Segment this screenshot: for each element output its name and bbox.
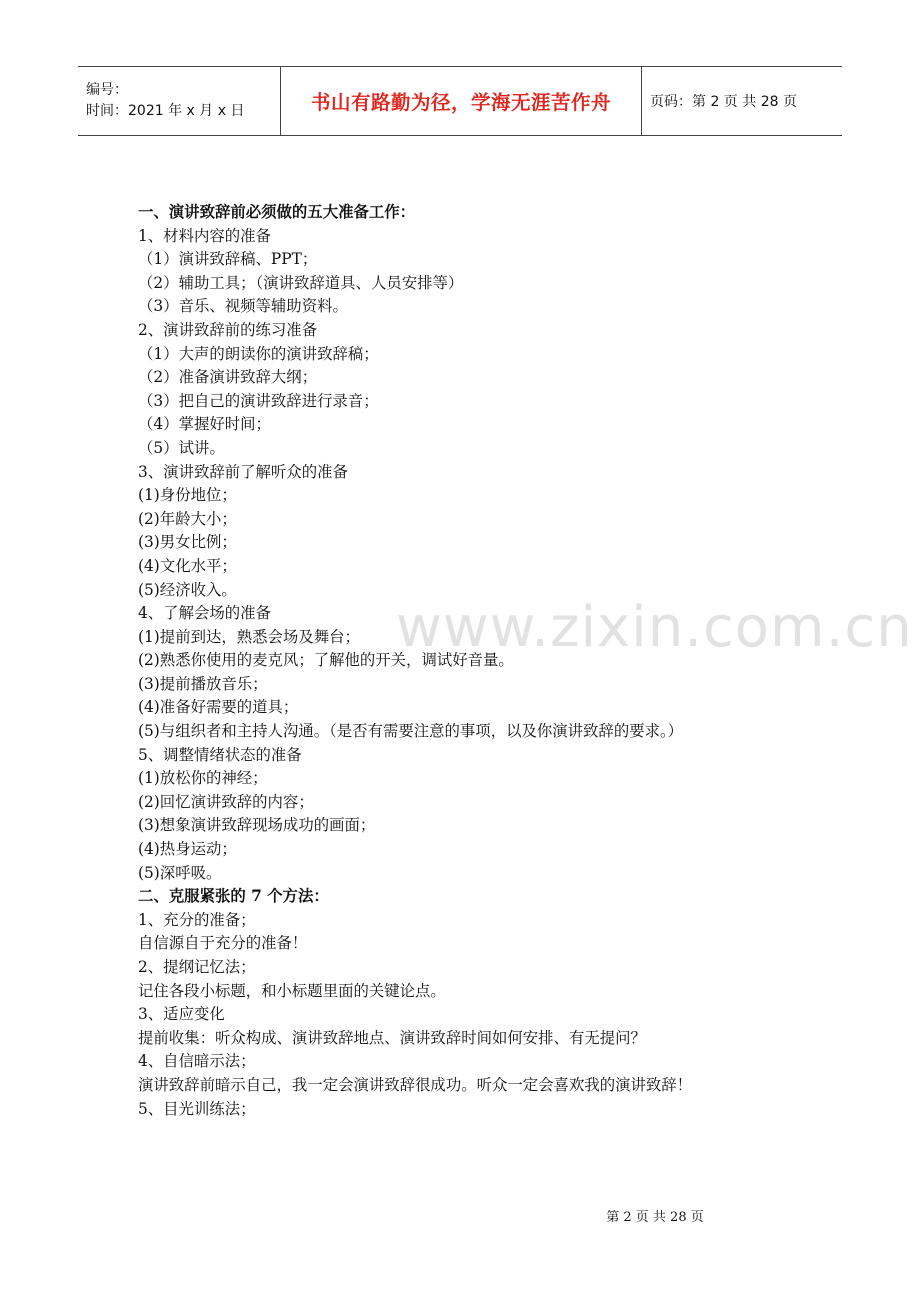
- list-item: (3)男女比例；: [138, 533, 237, 552]
- list-item: （4）掌握好时间；: [138, 415, 271, 434]
- list-item: (2)年龄大小；: [138, 509, 237, 528]
- subheading: 2、提纲记忆法；: [138, 958, 256, 976]
- list-item: （2）辅助工具；（演讲致辞道具、人员安排等）: [138, 273, 464, 292]
- paragraph: 自信源自于充分的准备！: [138, 934, 308, 953]
- list-item: (2)回忆演讲致辞的内容；: [138, 792, 314, 811]
- subheading: 4、了解会场的准备: [138, 604, 271, 623]
- list-item: （3）把自己的演讲致辞进行录音；: [138, 391, 379, 410]
- list-item: （1）大声的朗读你的演讲致辞稿；: [138, 344, 379, 363]
- subheading: 3、演讲致辞前了解听众的准备: [138, 462, 348, 481]
- list-item: (5)经济收入。: [138, 580, 237, 599]
- list-item: （5）试讲。: [138, 438, 225, 457]
- list-item: (5)与组织者和主持人沟通。（是否有需要注意的事项，以及你演讲致辞的要求。）: [138, 722, 684, 741]
- list-item: (3)提前播放音乐；: [138, 674, 268, 693]
- section-heading: 一、演讲致辞前必须做的五大准备工作：: [138, 203, 416, 221]
- document-date: 时间：2021 年 x 月 x 日: [86, 103, 245, 119]
- list-item: (1)提前到达，熟悉会场及舞台；: [138, 627, 360, 646]
- subheading: 3、适应变化: [138, 1005, 225, 1024]
- subheading: 5、调整情绪状态的准备: [138, 745, 302, 764]
- section-heading: 二、克服紧张的 7 个方法：: [138, 887, 329, 906]
- list-item: (1)放松你的神经；: [138, 769, 268, 788]
- list-item: (4)准备好需要的道具；: [138, 698, 299, 717]
- document-body: [138, 201, 778, 1121]
- subheading: 1、充分的准备；: [138, 910, 256, 929]
- page-header: [78, 66, 842, 136]
- subheading: 5、目光训练法；: [138, 1099, 256, 1118]
- list-item: （2）准备演讲致辞大纲；: [138, 368, 318, 387]
- list-item: (4)热身运动；: [138, 840, 237, 859]
- subheading: 2、演讲致辞前的练习准备: [138, 320, 318, 339]
- header-page-info: 页码：第 2 页 共 28 页: [650, 94, 797, 110]
- header-motto: 书山有路勤为径，学海无涯苦作舟: [281, 67, 642, 135]
- subheading: 4、自信暗示法；: [138, 1052, 256, 1071]
- list-item: (3)想象演讲致辞现场成功的画面；: [138, 816, 376, 835]
- header-meta: [78, 67, 281, 135]
- watermark: www.zixin.com.cn: [396, 595, 913, 660]
- list-item: (1)身份地位；: [138, 486, 237, 505]
- list-item: (4)文化水平；: [138, 556, 237, 575]
- list-item: (5)深呼吸。: [138, 863, 222, 882]
- paragraph: 演讲致辞前暗示自己，我一定会演讲致辞很成功。听众一定会喜欢我的演讲致辞！: [138, 1075, 693, 1094]
- document-number-label: 编号：: [86, 82, 128, 98]
- list-item: （3）音乐、视频等辅助资料。: [138, 297, 348, 316]
- paragraph: 提前收集：听众构成、演讲致辞地点、演讲致辞时间如何安排、有无提问？: [138, 1028, 646, 1047]
- paragraph: 记住各段小标题，和小标题里面的关键论点。: [138, 981, 446, 1000]
- page-footer: 第 2 页 共 28 页: [606, 1210, 704, 1225]
- list-item: (2)熟悉你使用的麦克风；了解他的开关，调试好音量。: [138, 651, 514, 670]
- list-item: （1）演讲致辞稿、PPT；: [138, 250, 318, 269]
- subheading: 1、材料内容的准备: [138, 226, 271, 245]
